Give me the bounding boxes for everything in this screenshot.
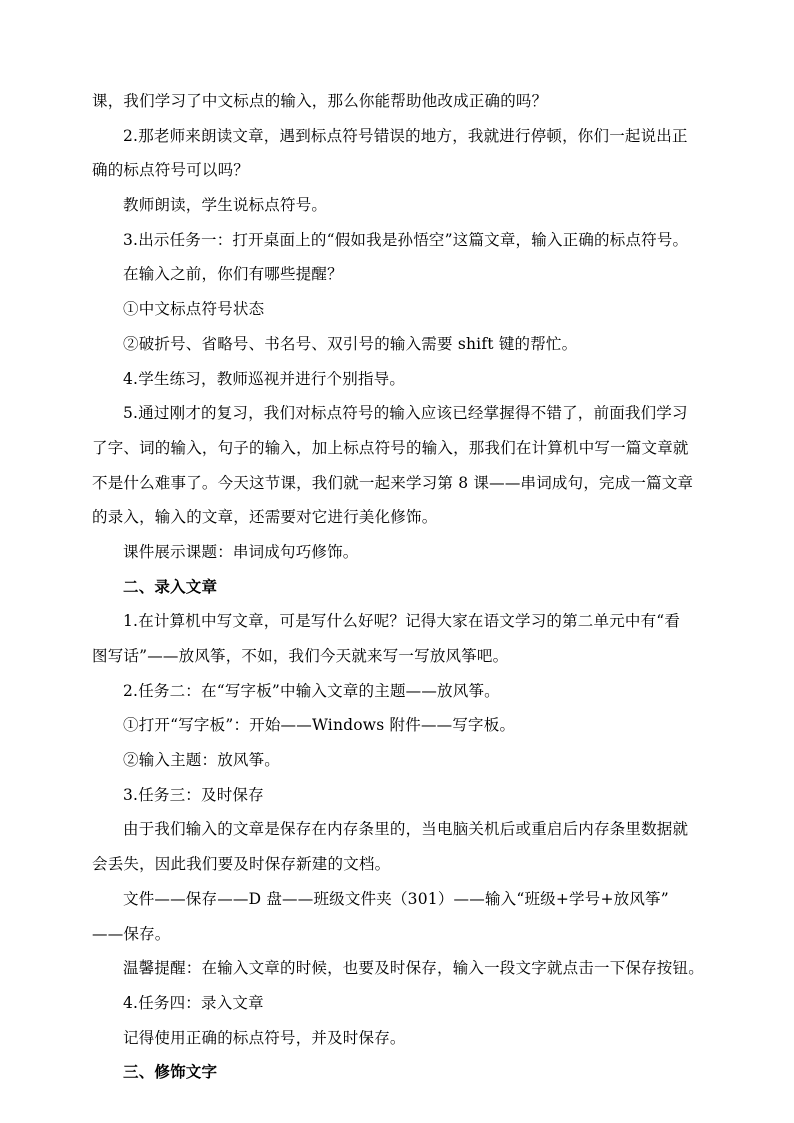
text-line: 4.任务四：录入文章	[123, 993, 264, 1012]
text-line: 3.出示任务一：打开桌面上的“假如我是孙悟空”这篇文章，输入正确的标点符号。	[123, 230, 689, 249]
text-line: 课件展示课题：串词成句巧修饰。	[123, 542, 359, 561]
text-line: 文件——保存——D 盘——班级文件夹（301）——输入“班级+学号+放风筝”	[123, 889, 669, 908]
text-line: 记得使用正确的标点符号，并及时保存。	[123, 1028, 406, 1047]
text-line: 5.通过刚才的复习，我们对标点符号的输入应该已经掌握得不错了，前面我们学习	[123, 404, 688, 423]
text-line: ②破折号、省略号、书名号、双引号的输入需要 shift 键的帮忙。	[123, 334, 578, 353]
text-line: ——保存。	[92, 924, 171, 943]
text-line: 课，我们学习了中文标点的输入，那么你能帮助他改成正确的吗？	[92, 92, 548, 110]
text-line: 温馨提醒：在输入文章的时候，也要及时保存，输入一段文字就点击一下保存按钮。	[123, 959, 704, 978]
text-line: ①打开“写字板”：开始——Windows 附件——写字板。	[123, 716, 516, 735]
text-line: 教师朗读，学生说标点符号。	[123, 196, 328, 215]
text-line: 2.任务二：在“写字板”中输入文章的主题——放风筝。	[123, 681, 500, 700]
text-line: 2.那老师来朗读文章，遇到标点符号错误的地方，我就进行停顿，你们一起说出正	[123, 126, 688, 145]
text-line: 的录入，输入的文章，还需要对它进行美化修饰。	[92, 508, 438, 527]
text-line: 确的标点符号可以吗？	[92, 161, 250, 180]
text-line: ②输入主题：放风筝。	[123, 751, 281, 770]
document-body	[92, 84, 707, 1090]
text-line: 1.在计算机中写文章，可是写什么好呢？记得大家在语文学习的第二单元中有“看	[123, 612, 681, 631]
text-line: 会丢失，因此我们要及时保存新建的文档。	[92, 855, 391, 874]
text-line: 图写话”——放风筝，不如，我们今天就来写一写放风筝吧。	[92, 647, 509, 665]
text-line: 由于我们输入的文章是保存在内存条里的，当电脑关机后或重启后内存条里数据就	[123, 820, 689, 839]
text-line: 4.学生练习，教师巡视并进行个别指导。	[123, 369, 406, 388]
text-line: ①中文标点符号状态	[123, 300, 265, 319]
text-line: 3.任务三：及时保存	[123, 785, 264, 804]
section-heading: 二、录入文章	[123, 577, 218, 596]
section-heading: 三、修饰文字	[123, 1063, 218, 1082]
text-line: 不是什么难事了。今天这节课，我们就一起来学习第 8 课——串词成句，完成一篇文章	[92, 473, 694, 492]
text-line: 了字、词的输入，句子的输入，加上标点符号的输入，那我们在计算机中写一篇文章就	[92, 438, 689, 457]
text-line: 在输入之前，你们有哪些提醒？	[123, 265, 343, 284]
